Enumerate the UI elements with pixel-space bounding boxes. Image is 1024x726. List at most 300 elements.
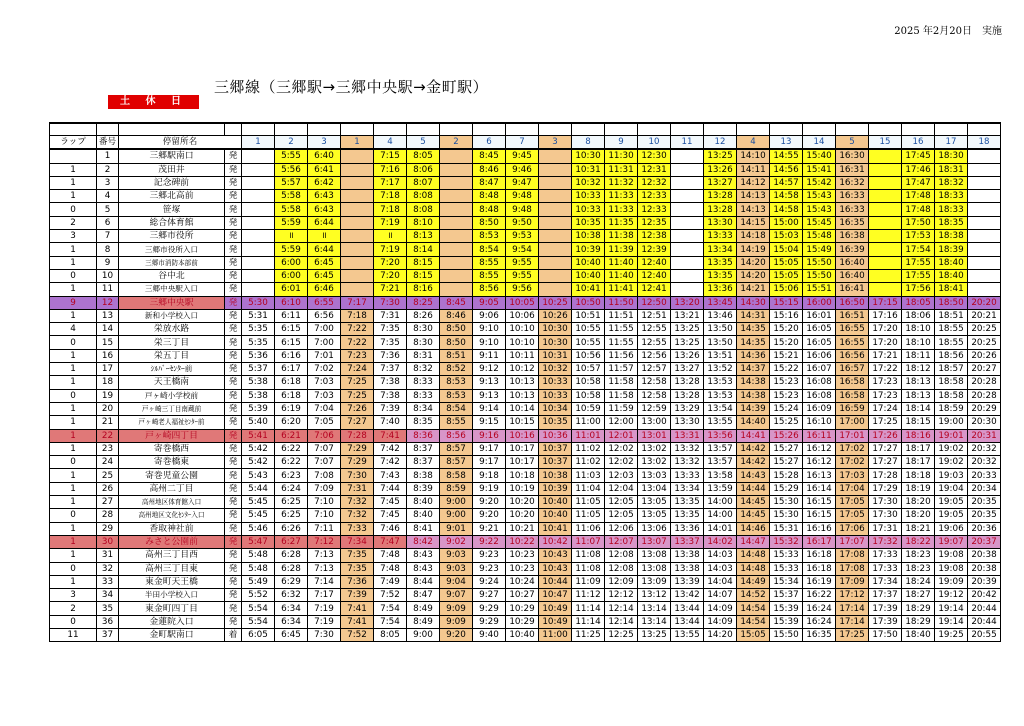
time-cell: 9:23 [473, 562, 506, 575]
table-row [50, 482, 1001, 495]
time-cell: 8:55 [473, 256, 506, 269]
time-cell: 18:23 [902, 562, 935, 575]
time-cell: 8:50 [440, 336, 473, 349]
time-cell [539, 176, 572, 189]
stop-number-cell: 13 [97, 309, 119, 322]
time-cell [242, 230, 275, 243]
time-cell: 9:00 [440, 509, 473, 522]
time-cell: 15:50 [770, 628, 803, 641]
stop-number-cell: 35 [97, 602, 119, 615]
table-row [50, 496, 1001, 509]
time-cell: 5:59 [275, 216, 308, 229]
lap-cell: 1 [50, 363, 97, 376]
time-cell: 5:55 [275, 149, 308, 163]
time-cell [671, 269, 704, 282]
time-cell: 12:03 [605, 469, 638, 482]
spacer-cell [225, 123, 242, 136]
time-cell: 6:11 [275, 309, 308, 322]
effective-date: 2025 年2月20日 実施 [894, 26, 1002, 37]
time-cell: 9:04 [440, 575, 473, 588]
time-cell: 14:38 [737, 389, 770, 402]
lap-cell: 1 [50, 416, 97, 429]
time-cell: 16:07 [803, 363, 836, 376]
time-cell: 13:46 [704, 309, 737, 322]
time-cell: 9:09 [440, 615, 473, 628]
time-cell: 10:22 [506, 535, 539, 548]
time-cell: 14:21 [737, 283, 770, 296]
time-cell: 11:09 [572, 575, 605, 588]
time-cell: 9:00 [407, 628, 440, 641]
spacer-cell [638, 123, 671, 136]
time-cell: 6:18 [275, 376, 308, 389]
time-cell: 6:22 [275, 442, 308, 455]
lap-cell: 1 [50, 243, 97, 256]
time-cell: 13:29 [671, 402, 704, 415]
time-cell: 16:13 [803, 469, 836, 482]
lap-cell: 1 [50, 549, 97, 562]
trip-header: 10 [638, 136, 671, 150]
time-cell: 10:40 [572, 256, 605, 269]
time-cell: 7:25 [341, 389, 374, 402]
time-cell: 12:12 [605, 589, 638, 602]
time-cell: 8:54 [473, 243, 506, 256]
time-cell: 7:00 [308, 323, 341, 336]
stop-name-cell: 高州地区文化ｾﾝﾀｰ入口 [119, 509, 225, 522]
table-row [50, 203, 1001, 216]
time-cell: 12:01 [605, 429, 638, 442]
time-cell: 12:06 [605, 522, 638, 535]
stop-number-cell: 17 [97, 363, 119, 376]
time-cell: 9:55 [506, 269, 539, 282]
time-cell: 9:20 [473, 509, 506, 522]
time-cell: 16:38 [836, 230, 869, 243]
time-cell: 13:28 [704, 190, 737, 203]
time-cell: 15:50 [803, 256, 836, 269]
direction-cell: 発 [225, 429, 242, 442]
time-cell: 7:05 [308, 416, 341, 429]
time-cell: 7:54 [374, 602, 407, 615]
time-cell: 18:33 [935, 203, 968, 216]
time-cell: 15:27 [770, 442, 803, 455]
time-cell: 15:20 [770, 336, 803, 349]
time-cell [671, 149, 704, 163]
time-cell: 10:32 [539, 363, 572, 376]
time-cell [671, 216, 704, 229]
time-cell: 15:30 [770, 496, 803, 509]
time-cell [341, 243, 374, 256]
time-cell: 12:08 [605, 562, 638, 575]
time-cell: 16:00 [803, 296, 836, 309]
direction-cell: 発 [225, 363, 242, 376]
time-cell: 8:06 [407, 163, 440, 176]
stop-name-cell: 半田小学校入口 [119, 589, 225, 602]
time-cell: 13:26 [704, 163, 737, 176]
time-cell: 12:00 [605, 416, 638, 429]
time-cell: 17:48 [902, 190, 935, 203]
time-cell: 14:47 [737, 535, 770, 548]
time-cell: 6:45 [275, 628, 308, 641]
time-cell: 16:05 [803, 323, 836, 336]
direction-cell: 発 [225, 496, 242, 509]
time-cell [539, 243, 572, 256]
time-cell: 17:05 [836, 509, 869, 522]
time-cell: 13:02 [638, 456, 671, 469]
time-cell: 16:35 [836, 216, 869, 229]
time-cell: 7:48 [374, 562, 407, 575]
time-cell: 16:31 [836, 163, 869, 176]
time-cell: 6:22 [275, 456, 308, 469]
time-cell: 6:32 [275, 589, 308, 602]
time-cell: 7:28 [341, 429, 374, 442]
time-cell: 10:37 [539, 442, 572, 455]
time-cell: 19:12 [935, 589, 968, 602]
time-cell: 10:23 [506, 562, 539, 575]
time-cell: 20:25 [968, 323, 1001, 336]
time-cell: 17:27 [869, 456, 902, 469]
time-cell [440, 216, 473, 229]
time-cell: 15:23 [770, 389, 803, 402]
time-cell: 16:08 [803, 389, 836, 402]
table-row [50, 349, 1001, 362]
stop-number-cell: 24 [97, 456, 119, 469]
trip-header: 2 [440, 136, 473, 150]
time-cell: 5:42 [242, 456, 275, 469]
trip-header: 17 [935, 136, 968, 150]
time-cell: 6:40 [308, 149, 341, 163]
time-cell: 16:40 [836, 269, 869, 282]
time-cell: 13:34 [671, 482, 704, 495]
time-cell: 15:05 [770, 269, 803, 282]
time-cell: 13:32 [671, 456, 704, 469]
time-cell: 15:43 [803, 203, 836, 216]
time-cell: 16:09 [803, 402, 836, 415]
time-cell: 17:03 [836, 469, 869, 482]
stop-name-cell: 金町駅南口 [119, 628, 225, 641]
stop-name-cell: 金蓮院入口 [119, 615, 225, 628]
time-cell: 7:18 [374, 190, 407, 203]
time-cell: 11:12 [572, 589, 605, 602]
time-cell: 17:30 [869, 496, 902, 509]
time-cell: 13:57 [704, 442, 737, 455]
time-cell: 16:11 [803, 429, 836, 442]
direction-cell: 発 [225, 389, 242, 402]
time-cell: 10:33 [539, 389, 572, 402]
time-cell: 18:33 [935, 190, 968, 203]
time-cell: 11:55 [605, 323, 638, 336]
time-cell: 19:14 [935, 602, 968, 615]
time-cell: 14:39 [737, 402, 770, 415]
time-cell: 9:20 [440, 628, 473, 641]
time-cell: 13:33 [704, 230, 737, 243]
time-cell: 9:27 [473, 589, 506, 602]
time-cell: 10:30 [572, 149, 605, 163]
time-cell: 15:32 [770, 535, 803, 548]
time-cell: 5:48 [242, 549, 275, 562]
stop-number-cell: 26 [97, 482, 119, 495]
spacer-cell [704, 123, 737, 136]
time-cell: 13:51 [704, 349, 737, 362]
time-cell: 7:45 [374, 496, 407, 509]
time-cell: 10:58 [572, 376, 605, 389]
time-cell: 7:37 [374, 363, 407, 376]
time-cell: 17:55 [902, 256, 935, 269]
time-cell: 11:39 [605, 243, 638, 256]
time-cell: 12:14 [605, 615, 638, 628]
time-cell: 19:05 [935, 496, 968, 509]
time-cell: 18:23 [902, 549, 935, 562]
time-cell [440, 269, 473, 282]
time-cell: 14:43 [737, 469, 770, 482]
time-cell: ॥ [275, 230, 308, 243]
column-header-row [50, 136, 1001, 150]
time-cell: 16:10 [803, 416, 836, 429]
time-cell: 12:56 [638, 349, 671, 362]
time-cell: 13:34 [704, 243, 737, 256]
time-cell: 7:30 [374, 296, 407, 309]
direction-cell: 発 [225, 549, 242, 562]
time-cell: 12:58 [638, 376, 671, 389]
time-cell: 19:25 [935, 628, 968, 641]
stop-name-cell: みさと公園前 [119, 535, 225, 548]
time-cell [869, 269, 902, 282]
time-cell: 10:58 [572, 389, 605, 402]
stop-name-cell: 天王橋南 [119, 376, 225, 389]
time-cell: 7:36 [341, 575, 374, 588]
trip-header: 5 [407, 136, 440, 150]
table-row [50, 163, 1001, 176]
time-cell: 7:13 [308, 549, 341, 562]
time-cell: 15:28 [770, 469, 803, 482]
table-row [50, 269, 1001, 282]
time-cell: 10:31 [539, 349, 572, 362]
time-cell [242, 203, 275, 216]
time-cell: 12:14 [605, 602, 638, 615]
time-cell [242, 176, 275, 189]
time-cell: 9:09 [440, 602, 473, 615]
direction-cell: 発 [225, 296, 242, 309]
time-cell: 10:32 [572, 176, 605, 189]
trip-header: 3 [308, 136, 341, 150]
trip-header: 8 [572, 136, 605, 150]
trip-header: 2 [275, 136, 308, 150]
time-cell: 8:34 [407, 402, 440, 415]
time-cell [671, 256, 704, 269]
time-cell: 11:05 [572, 509, 605, 522]
time-cell: 18:20 [902, 509, 935, 522]
time-cell: 20:44 [968, 602, 1001, 615]
time-cell: 12:33 [638, 190, 671, 203]
time-cell: 17:14 [836, 615, 869, 628]
time-cell: 15:04 [770, 243, 803, 256]
time-cell [440, 176, 473, 189]
time-cell: 15:25 [770, 416, 803, 429]
time-cell: 19:14 [935, 615, 968, 628]
time-cell: 8:10 [407, 216, 440, 229]
time-cell: 14:13 [737, 203, 770, 216]
time-cell: 18:31 [935, 163, 968, 176]
time-cell: 17:20 [869, 323, 902, 336]
time-cell: 13:44 [671, 602, 704, 615]
time-cell: 15:39 [770, 615, 803, 628]
time-cell: 20:27 [968, 363, 1001, 376]
stop-name-cell: 戸ヶ崎小学校前 [119, 389, 225, 402]
time-cell: 9:06 [473, 309, 506, 322]
time-cell: 7:40 [374, 416, 407, 429]
time-cell: 18:59 [935, 402, 968, 415]
time-cell: 10:35 [572, 216, 605, 229]
time-cell: 8:47 [473, 176, 506, 189]
time-cell: 14:03 [704, 549, 737, 562]
time-cell: 8:41 [407, 522, 440, 535]
time-cell: 20:25 [968, 336, 1001, 349]
trip-header: 11 [671, 136, 704, 150]
time-cell: 11:14 [572, 615, 605, 628]
time-cell: 17:31 [869, 522, 902, 535]
time-cell: 14:44 [737, 482, 770, 495]
time-cell: 12:02 [605, 442, 638, 455]
time-cell: 8:56 [473, 283, 506, 296]
time-cell: 9:13 [473, 376, 506, 389]
time-cell: 8:26 [407, 309, 440, 322]
time-cell: ॥ [374, 230, 407, 243]
time-cell [341, 256, 374, 269]
time-cell: 9:14 [473, 402, 506, 415]
spacer-cell [50, 123, 97, 136]
time-cell: 5:44 [242, 482, 275, 495]
time-cell: 13:14 [638, 602, 671, 615]
time-cell: 14:31 [737, 309, 770, 322]
time-cell: 8:40 [407, 496, 440, 509]
time-cell: 5:43 [242, 469, 275, 482]
time-cell: 10:42 [539, 535, 572, 548]
time-cell: 14:36 [737, 349, 770, 362]
time-cell: 9:29 [473, 602, 506, 615]
stop-name-cell: 高州三丁目西 [119, 549, 225, 562]
time-cell: 10:34 [539, 402, 572, 415]
time-cell: 7:24 [341, 363, 374, 376]
time-cell: 14:56 [770, 163, 803, 176]
time-cell: 15:48 [803, 230, 836, 243]
time-cell: 9:01 [440, 522, 473, 535]
time-cell: 13:25 [704, 149, 737, 163]
table-row [50, 469, 1001, 482]
time-cell: 20:36 [968, 522, 1001, 535]
time-cell: 7:12 [308, 535, 341, 548]
lap-cell: 4 [50, 323, 97, 336]
time-cell: 8:37 [407, 456, 440, 469]
time-cell: 20:42 [968, 589, 1001, 602]
time-cell: 14:07 [704, 589, 737, 602]
time-cell: 7:52 [341, 628, 374, 641]
time-cell: 11:00 [572, 416, 605, 429]
time-cell: 13:56 [704, 429, 737, 442]
time-cell: 9:11 [473, 349, 506, 362]
time-cell: 10:44 [539, 575, 572, 588]
time-cell: 7:11 [308, 522, 341, 535]
time-cell: 7:25 [341, 376, 374, 389]
time-cell: 6:16 [275, 349, 308, 362]
time-cell: 9:10 [473, 336, 506, 349]
time-cell: 6:28 [275, 562, 308, 575]
time-cell: 10:05 [506, 296, 539, 309]
time-cell: 12:32 [638, 176, 671, 189]
time-cell: 8:33 [407, 376, 440, 389]
time-cell: 12:51 [638, 309, 671, 322]
time-cell: 18:16 [902, 429, 935, 442]
time-cell: 14:03 [704, 562, 737, 575]
time-cell [671, 163, 704, 176]
direction-cell: 発 [225, 482, 242, 495]
time-cell: 5:31 [242, 309, 275, 322]
time-cell: 9:23 [473, 549, 506, 562]
lap-cell: 1 [50, 190, 97, 203]
time-cell: 17:16 [869, 309, 902, 322]
time-cell: 8:45 [440, 296, 473, 309]
time-cell: 19:01 [935, 429, 968, 442]
lap-cell: 2 [50, 602, 97, 615]
spacer-cell [605, 123, 638, 136]
lap-cell: 3 [50, 589, 97, 602]
time-cell: 13:55 [704, 416, 737, 429]
time-cell: 8:40 [407, 509, 440, 522]
time-cell [341, 216, 374, 229]
time-cell: 20:35 [968, 509, 1001, 522]
time-cell: 16:12 [803, 442, 836, 455]
time-cell: 14:01 [704, 522, 737, 535]
time-cell: 9:03 [440, 562, 473, 575]
time-cell: 18:55 [935, 323, 968, 336]
lap-cell: 1 [50, 309, 97, 322]
time-cell: 19:06 [935, 522, 968, 535]
time-cell: 9:15 [473, 416, 506, 429]
time-cell: 7:32 [341, 509, 374, 522]
time-cell: 11:01 [572, 429, 605, 442]
time-cell: 7:38 [374, 389, 407, 402]
stop-number-cell: 10 [97, 269, 119, 282]
time-cell: 9:40 [473, 628, 506, 641]
time-cell: 13:32 [671, 442, 704, 455]
time-cell: 14:45 [737, 509, 770, 522]
time-cell: 6:27 [275, 535, 308, 548]
table-row [50, 376, 1001, 389]
time-cell: 8:32 [407, 363, 440, 376]
time-cell: 10:26 [539, 309, 572, 322]
table-row [50, 323, 1001, 336]
time-cell: 11:25 [572, 628, 605, 641]
table-row [50, 549, 1001, 562]
time-cell: 11:59 [605, 402, 638, 415]
spacer-cell [902, 123, 935, 136]
time-cell: 15:49 [803, 243, 836, 256]
time-cell: 10:18 [506, 469, 539, 482]
direction-cell: 発 [225, 535, 242, 548]
time-cell: 12:09 [605, 575, 638, 588]
time-cell: 15:23 [770, 376, 803, 389]
time-cell: 13:31 [671, 429, 704, 442]
trip-header: 18 [968, 136, 1001, 150]
time-cell: 20:32 [968, 442, 1001, 455]
time-cell: 7:34 [341, 535, 374, 548]
time-cell [539, 203, 572, 216]
table-row [50, 402, 1001, 415]
time-cell: 16:32 [836, 176, 869, 189]
time-cell [539, 269, 572, 282]
time-cell: 12:05 [605, 509, 638, 522]
stop-name-cell: 寄巻橋東 [119, 456, 225, 469]
time-cell: 6:24 [275, 482, 308, 495]
time-cell: 17:02 [836, 442, 869, 455]
trip-header: 9 [605, 136, 638, 150]
